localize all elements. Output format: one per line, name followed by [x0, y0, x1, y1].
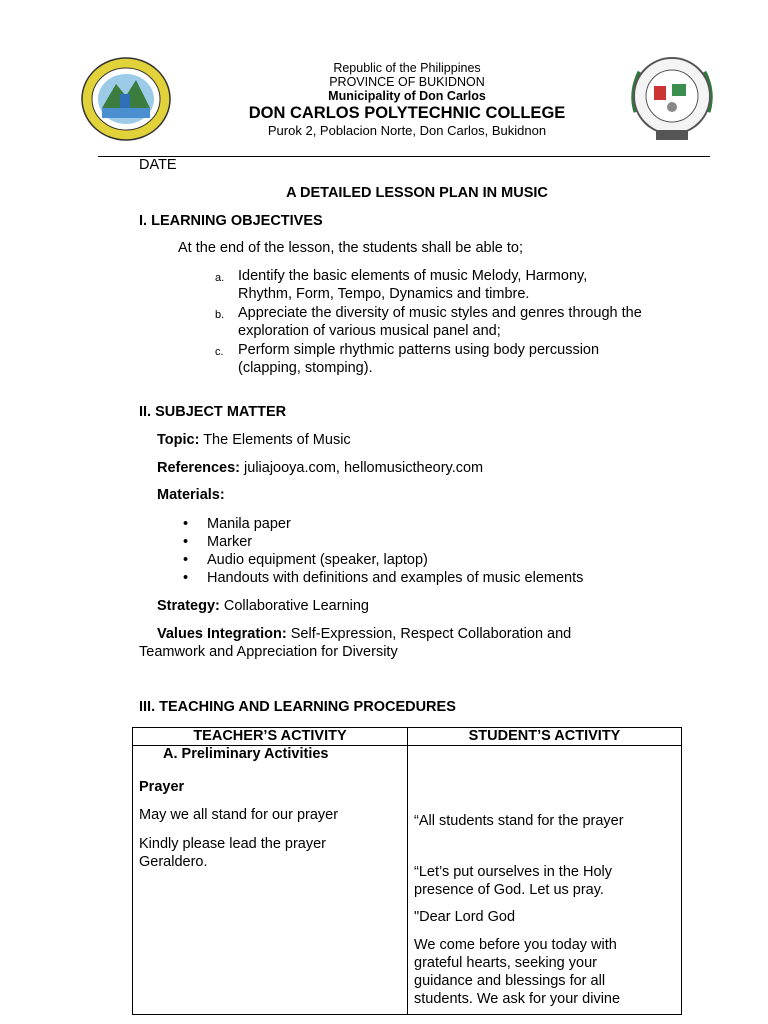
objective-marker: b.: [215, 309, 225, 321]
objectives-heading: I. LEARNING OBJECTIVES: [139, 213, 323, 229]
college-address: Purok 2, Poblacion Norte, Don Carlos, Bukidnon: [267, 123, 547, 138]
date-label: DATE: [139, 157, 177, 173]
values-line-1: Values Integration: Self-Expression, Respect Collaboration and: [157, 626, 572, 642]
topic-line: Topic: The Elements of Music: [157, 432, 351, 448]
teacher-column-header: TEACHER’S ACTIVITY: [133, 728, 408, 746]
student-activity-cell: [408, 746, 682, 1015]
strategy-line: Strategy: Collaborative Learning: [157, 598, 369, 614]
student-column-header: STUDENT’S ACTIVITY: [408, 728, 682, 746]
student-line: "Dear Lord God: [414, 909, 516, 925]
student-line: “Let’s put ourselves in the Holy presence of God. Let us pray.: [414, 864, 613, 898]
document-title: A DETAILED LESSON PLAN IN MUSIC: [286, 185, 548, 201]
prayer-label: Prayer: [139, 779, 185, 795]
objective-marker: c.: [215, 346, 224, 358]
teacher-activity-cell: [133, 746, 408, 1015]
header-divider: [98, 156, 710, 157]
municipality-seal: [80, 56, 172, 142]
materials-label: Materials:: [157, 487, 225, 503]
teacher-line: May we all stand for our prayer: [139, 807, 339, 823]
procedures-table: [132, 727, 682, 1015]
values-line-2: Teamwork and Appreciation for Diversity: [139, 644, 398, 660]
objective-item-b: b. Appreciate the diversity of music styles and genres through the exploration of various musical panel and;: [215, 305, 642, 339]
student-line: “All students stand for the prayer: [414, 813, 624, 829]
objectives-intro: At the end of the lesson, the students shall be able to;: [178, 240, 524, 256]
student-line: We come before you today with grateful hearts, seeking your guidance and blessings for all students. We ask for your divine: [414, 937, 621, 1007]
municipality-line: Municipality of Don Carlos: [328, 89, 486, 103]
procedures-heading: III. TEACHING AND LEARNING PROCEDURES: [139, 699, 456, 715]
teacher-line: Kindly please lead the prayer Geraldero.: [139, 836, 327, 870]
subject-heading: II. SUBJECT MATTER: [139, 404, 287, 420]
college-seal: [626, 52, 718, 144]
objective-item-c: c. Perform simple rhythmic patterns using body percussion (clapping, stomping).: [215, 342, 600, 376]
section-a-heading: A. Preliminary Activities: [163, 746, 329, 762]
province-line: PROVINCE OF BUKIDNON: [329, 75, 485, 89]
references-line: References: juliajooya.com, hellomusictheory.com: [157, 460, 484, 476]
objective-marker: a.: [215, 272, 225, 284]
objective-item-a: a. Identify the basic elements of music Melody, Harmony, Rhythm, Form, Tempo, Dynamics and timbre.: [215, 268, 588, 302]
republic-line: Republic of the Philippines: [333, 61, 481, 75]
college-name: DON CARLOS POLYTECHNIC COLLEGE: [248, 104, 566, 122]
